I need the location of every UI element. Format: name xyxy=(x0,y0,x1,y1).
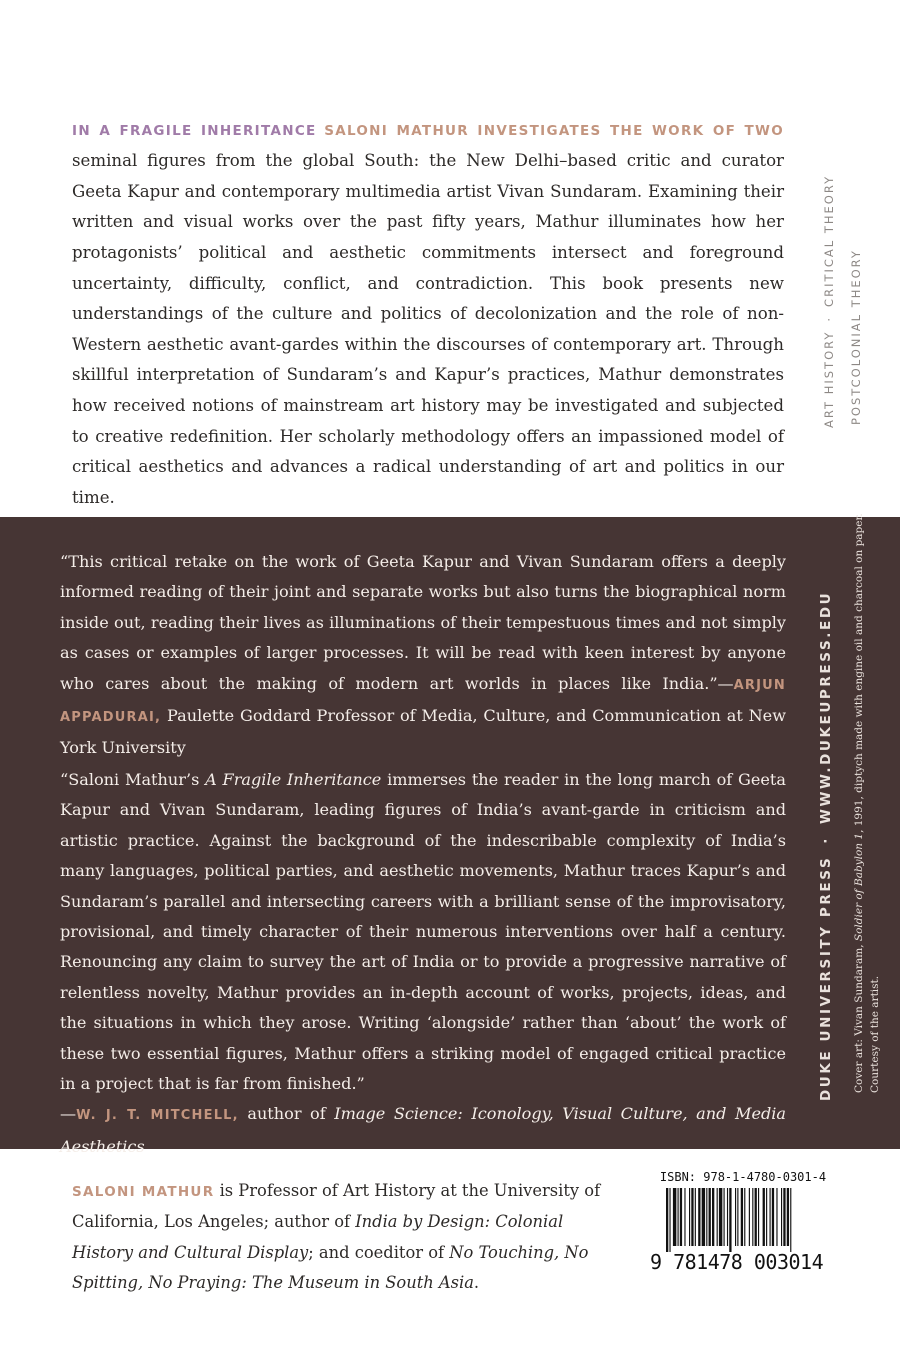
barcode-bar xyxy=(706,1188,707,1246)
endorsements-band xyxy=(0,513,900,1156)
barcode-bar xyxy=(680,1188,682,1246)
credit-courtesy: Courtesy of the artist. xyxy=(869,975,881,1093)
barcode-bar xyxy=(776,1188,777,1246)
barcode-bar xyxy=(787,1188,789,1246)
barcode-bar xyxy=(666,1188,668,1252)
author-bio xyxy=(72,1176,602,1299)
bio-text-1: is Professor of Art History at the University of California, Los Angeles; author of xyxy=(72,1181,601,1232)
endorsement-dash: — xyxy=(60,1104,77,1124)
publisher-name: DUKE UNIVERSITY PRESS xyxy=(818,855,834,1101)
endorsement-text: “This critical retake on the work of Geeta Kapur and Vivan Sundaram offers a deeply informed reading of their joint and separate works but also turns the biographical norm inside out, reading their lives as illuminations of their tempestuous times and not simply as cases or examples of larger processes. It will be read with keen interest by anyone who cares about the making of modern art worlds in places like India.”— xyxy=(60,552,786,693)
subject-categories-line2 xyxy=(849,249,863,425)
bio-book-2: No Touching, No Spitting, No Praying: The Museum in South Asia xyxy=(72,1242,589,1293)
subject-categories-line1 xyxy=(822,175,836,428)
barcode-bar xyxy=(695,1188,696,1246)
barcode-bar xyxy=(758,1188,759,1246)
barcode-bar xyxy=(669,1188,670,1252)
blurb-lead-in: SALONI MATHUR INVESTIGATES THE WORK OF TWO xyxy=(324,122,784,139)
cover-art-credit xyxy=(851,513,883,1093)
endorsement-text-continued: immerses the reader in the long march of Geeta Kapur and Vivan Sundaram, leading figures of India’s avant-garde in criticism and artistic practice. Against the background of the indescribable complexity of India’s many languages, political parties, and aesthetic movements, Mathur traces Kapur’s and Sundaram’s parallel and intersecting careers with a brilliant sense of the improvisatory, provisional, and timely character of their numerous interventions over half a century. Renouncing any claim to survey the art of India or to provide a progressive narrative of relentless novelty, Mathur provides an in-depth account of works, projects, ideas, and the situations in which they arose. Writing ‘alongside’ rather than ‘about’ the work of these two essential figures, Mathur offers a striking model of engaged critical practice in a project that is far from finished.” xyxy=(60,770,786,1094)
endorsement-affiliation: author of xyxy=(238,1104,335,1124)
barcode-bar xyxy=(790,1188,791,1252)
barcode-bar xyxy=(772,1188,774,1246)
barcode-bar xyxy=(673,1188,676,1246)
barcode-bar xyxy=(755,1188,757,1246)
bio-book-1: India by Design: Colonial History and Cultural Display xyxy=(72,1212,564,1262)
blurb-paragraph xyxy=(72,115,784,514)
bio-text-3: . xyxy=(473,1273,480,1293)
barcode-bar xyxy=(752,1188,753,1246)
blurb-book-title: IN A FRAGILE INHERITANCE xyxy=(72,122,317,139)
endorsement-book-title: A Fragile Inheritance xyxy=(205,770,382,789)
blurb-text: seminal figures from the global South: the New Delhi–based critic and curator Geeta Kapur and contemporary multimedia artist Vivan Sundaram. Examining their written and visual works over the past fifty years, Mathur illuminates how her protagonists’ political and aesthetic commitments intersect and foreground uncertainty, difficulty, conflict, and contradiction. This book presents new understandings of the culture and politics of decolonization and the role of non-Western aesthetic avant-gardes within the discourses of contemporary art. Through skillful interpretation of Sundaram’s and Kapur’s practices, Mathur demonstrates how received notions of mainstream art history may be investigated and subjected to creative redefinition. Her scholarly methodology offers an impassioned model of critical aesthetics and advances a radical understanding of art and politics in our time. xyxy=(72,151,784,507)
barcode-bar xyxy=(719,1188,722,1246)
endorsement-author: ARJUN APPADURAI, xyxy=(60,677,786,726)
barcode-bar xyxy=(709,1188,711,1246)
category-separator: · xyxy=(822,315,836,322)
category-art-history: ART HISTORY xyxy=(822,330,836,428)
isbn-barcode-block xyxy=(650,1170,836,1280)
publisher-url: WWW.DUKEUPRESS.EDU xyxy=(818,590,834,824)
barcode-bar xyxy=(766,1188,767,1246)
endorsement-appadurai xyxy=(60,547,786,764)
barcode-bar xyxy=(724,1188,725,1246)
barcode-bar xyxy=(729,1188,731,1252)
barcode-bar xyxy=(727,1188,728,1246)
barcode-bar xyxy=(702,1188,705,1246)
endorsement-affiliation: Paulette Goddard Professor of Media, Culture, and Communication at New York University xyxy=(60,706,786,758)
barcode-bar xyxy=(749,1188,750,1246)
barcode-icon xyxy=(650,1188,836,1252)
endorsement-mitchell xyxy=(60,765,786,1162)
credit-suffix: , 1991, diptych made with engine oil and charcoal on paper. xyxy=(853,513,865,833)
category-critical-theory: CRITICAL THEORY xyxy=(822,174,836,307)
barcode-digits: 9 781478 003014 xyxy=(650,1250,824,1274)
barcode-bar xyxy=(737,1188,738,1246)
back-cover-top xyxy=(0,0,900,517)
credit-artwork-title: Soldier of Babylon 1 xyxy=(853,832,865,942)
endorsement-author: W. J. T. MITCHELL, xyxy=(76,1108,239,1124)
publisher-imprint xyxy=(818,591,834,1101)
barcode-bar xyxy=(781,1188,782,1246)
category-postcolonial-theory: POSTCOLONIAL THEORY xyxy=(849,249,863,425)
barcode-bar xyxy=(698,1188,700,1246)
barcode-bar xyxy=(678,1188,679,1246)
barcode-bar xyxy=(691,1188,693,1246)
barcode-bar xyxy=(712,1188,714,1246)
barcode-bar xyxy=(763,1188,765,1246)
barcode-bar xyxy=(783,1188,785,1246)
endorsement-text: “Saloni Mathur’s xyxy=(60,770,206,789)
isbn-label: ISBN: 978-1-4780-0301-4 xyxy=(659,1170,827,1184)
publisher-separator: · xyxy=(818,835,834,844)
barcode-bar xyxy=(684,1188,685,1246)
endorsement-affiliation-title: Image Science: Iconology, Visual Culture, and Media Aesthetics xyxy=(60,1104,787,1156)
barcode-bar xyxy=(741,1188,743,1246)
bio-text-2: ; and coeditor of xyxy=(308,1242,450,1262)
bio-author-name: SALONI MATHUR xyxy=(72,1184,215,1200)
credit-prefix: Cover art: Vivan Sundaram, xyxy=(853,941,865,1093)
barcode-bar xyxy=(770,1188,771,1246)
barcode-bar xyxy=(744,1188,745,1246)
barcode-bar xyxy=(735,1188,736,1246)
barcode-bar xyxy=(689,1188,690,1246)
barcode-bar xyxy=(717,1188,718,1246)
